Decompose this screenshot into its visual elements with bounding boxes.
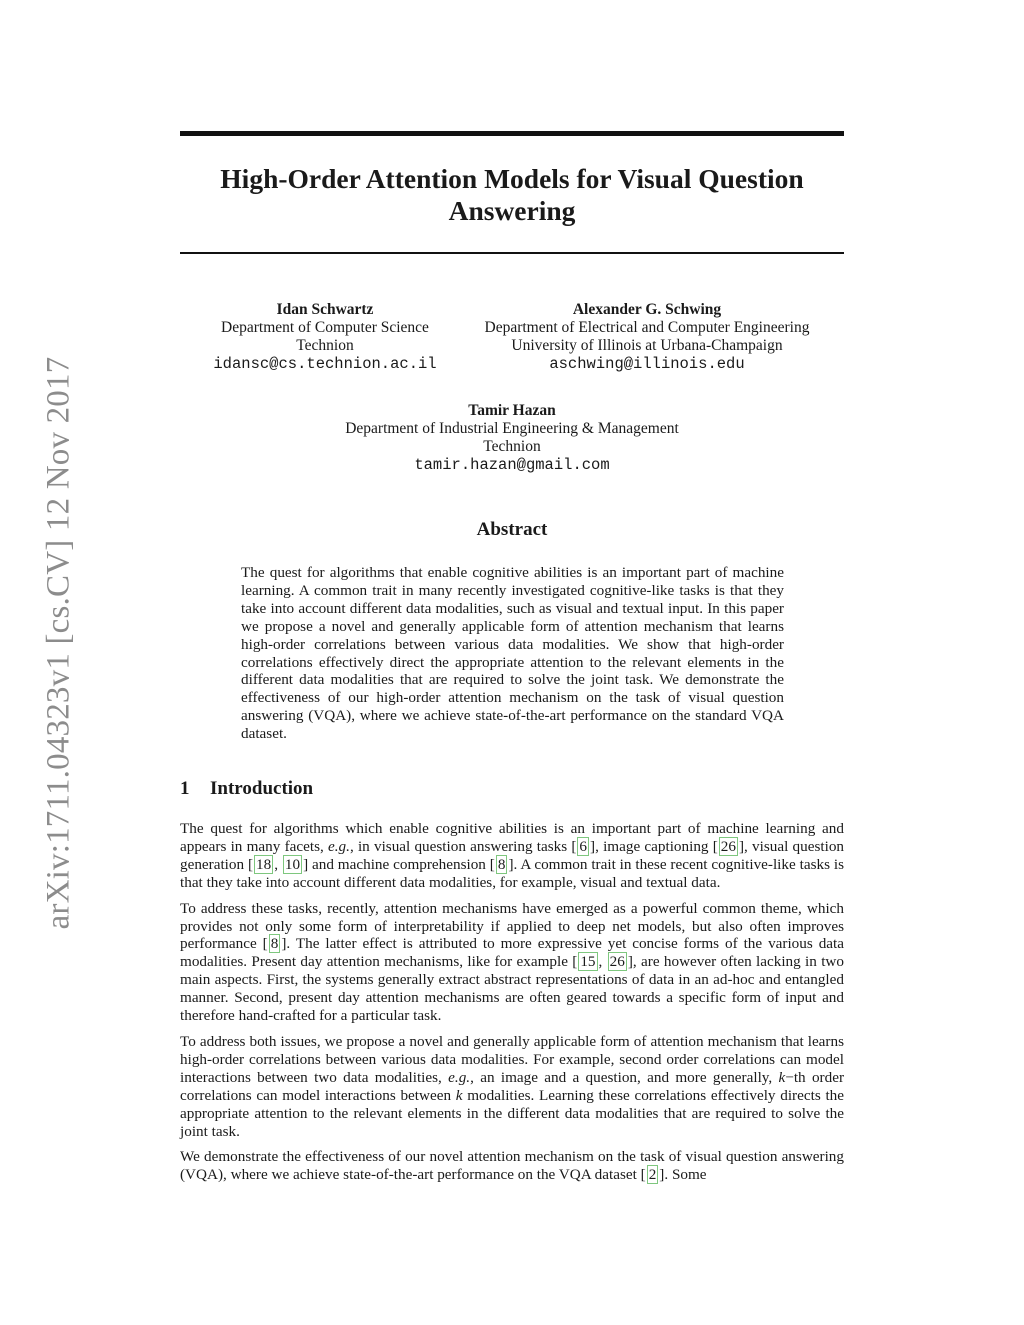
text-run: To address these tasks, recently, attention mechanisms have emerged as a powerful common theme, which provides not only some form of interpretability if applied to deep net models, but also often improves performance [180, 899, 844, 953]
author-email[interactable]: idansc@cs.technion.ac.il [213, 355, 437, 373]
paper-title: High-Order Attention Models for Visual Question Answering [220, 163, 804, 226]
text-run: To address both issues, we propose a novel and generally applicable form of attention mechanism that learns high-order correlations between various data modalities. For example, second order correlations can model interactions between two data modalities, [180, 1032, 844, 1086]
author-name: Tamir Hazan [468, 402, 556, 419]
text-run: , are however often lacking in two main aspects. First, the systems generally extract abstract representations of data in an ad-hoc and entangled manner. Second, present day attention mechanisms are often geared towards a specific form of input and therefore hand-crafted for a particular task. [180, 953, 844, 1025]
text-run: −th order correlations can model interactions between [180, 1068, 844, 1104]
citation-link[interactable]: 6 [579, 837, 588, 855]
citation-link[interactable]: 2 [648, 1166, 657, 1184]
abstract-text: The quest for algorithms that enable cognitive abilities is an important part of machine learning. A common trait in many recently investigated cognitive-like tasks is that they take into account different data modalities, such as visual and textual input. In this paper we propose a novel and generally applicable form of attention mechanism that learns high-order correlations between various data modalities. We show that high-order correlations effectively direct the appropriate attention to the relevant elements in the different data modalities that are required to solve the joint task. We demonstrate the effectiveness of our high-order attention mechanism on the task of visual question answering (VQA), where we achieve state-of-the-art performance on the standard VQA dataset. [241, 564, 784, 743]
section-title: Introduction [210, 778, 314, 799]
author-name: Idan Schwartz [276, 301, 374, 318]
text-run: , [598, 953, 607, 971]
text-run: , [274, 855, 282, 873]
introduction-body [180, 820, 844, 1192]
author-email[interactable]: tamir.hazan@gmail.com [414, 456, 610, 474]
author-email[interactable]: aschwing@illinois.edu [549, 355, 745, 373]
paragraph: We demonstrate the effectiveness of our novel attention mechanism on the task of visual question answering (VQA), where we achieve state-of-the-art performance on the VQA dataset [ 2 ]. Some [180, 1148, 844, 1184]
abstract-heading: Abstract [476, 519, 548, 540]
author-department: Department of Industrial Engineering & Management [345, 420, 679, 437]
text-run: . The latter effect is attributed to more expressive yet concise forms of the various data modalities. Present day attention mechanisms, like for example [180, 935, 844, 971]
arxiv-identifier-stamp: arXiv:1711.04323v1 [cs.CV] 12 Nov 2017 [40, 356, 77, 930]
text-run: , image captioning [595, 837, 713, 855]
title-rule-bottom [180, 252, 844, 254]
math-variable: k [455, 1086, 463, 1104]
citation-link[interactable]: 26 [720, 837, 736, 855]
author-affiliation: University of Illinois at Urbana-Champaign [511, 337, 783, 354]
author-block [190, 301, 460, 373]
citation-link[interactable]: 8 [497, 855, 506, 873]
author-name: Alexander G. Schwing [572, 301, 722, 318]
citation-link[interactable]: 18 [256, 855, 272, 873]
author-affiliation: Technion [483, 438, 541, 455]
text-run: . A common trait in these recent cognitive-like tasks is that they take into account different data modalities, for example, visual and textual data. [180, 855, 844, 891]
author-affiliation: Technion [296, 337, 354, 354]
text-run: , visual question generation [180, 837, 845, 873]
text-run: modalities. Learning these correlations effectively directs the appropriate attention to the relevant elements in the different data modalities that are required to solve the joint task. [180, 1086, 844, 1140]
citation-link[interactable]: 8 [270, 935, 279, 953]
text-run: . Some [664, 1166, 707, 1184]
paragraph: To address these tasks, recently, attention mechanisms have emerged as a powerful common theme, which provides not only some form of interpretability if applied to deep net models, but also often improves performance [ 8 ]. The latter effect is attributed to more expressive yet concise forms of the various data modalities. Present day attention mechanisms, like for example [ 15 , 26 ], are however often lacking in two main aspects. First, the systems generally extract abstract representations of data in an ad-hoc and entangled manner. Second, present day attention mechanisms are often geared towards a specific form of input and therefore hand-crafted for a particular task. [180, 899, 844, 1025]
author-block [312, 402, 712, 474]
author-department: Department of Computer Science [221, 319, 429, 336]
text-run: The quest for algorithms which enable cognitive abilities is an important part of machine learning and appears in many facets, [180, 820, 844, 855]
citation-link[interactable]: 26 [609, 953, 625, 971]
text-run: We demonstrate the effectiveness of our novel attention mechanism on the task of visual question answering (VQA), where we achieve state-of-the-art performance on the VQA dataset [180, 1148, 844, 1184]
paragraph [180, 1033, 844, 1140]
section-heading [180, 778, 313, 800]
title-rule-top [180, 131, 844, 136]
citation-link[interactable]: 10 [284, 855, 301, 873]
author-block [460, 301, 834, 373]
text-run: e.g. [328, 837, 350, 855]
text-run: and machine comprehension [308, 855, 490, 873]
paragraph: The quest for algorithms which enable cognitive abilities is an important part of machine learning and appears in many facets, e.g., in visual question answering tasks [ 6 ], image captioning [ 26 ], visual question generation [ 18 , 10 ] and machine comprehension [ 8 ]. A common trait in these recent cognitive-like tasks is that they take into account different data modalities, for example, visual and textual data. [180, 820, 845, 891]
citation-link[interactable]: 15 [580, 953, 596, 971]
math-variable: k [778, 1068, 786, 1086]
text-run: e.g. [448, 1068, 471, 1086]
author-department: Department of Electrical and Computer Engineering [484, 319, 810, 336]
text-run: , an image and a question, and more generally, [470, 1068, 779, 1086]
text-run: , in visual question answering tasks [349, 837, 572, 855]
section-number: 1 [180, 778, 190, 799]
